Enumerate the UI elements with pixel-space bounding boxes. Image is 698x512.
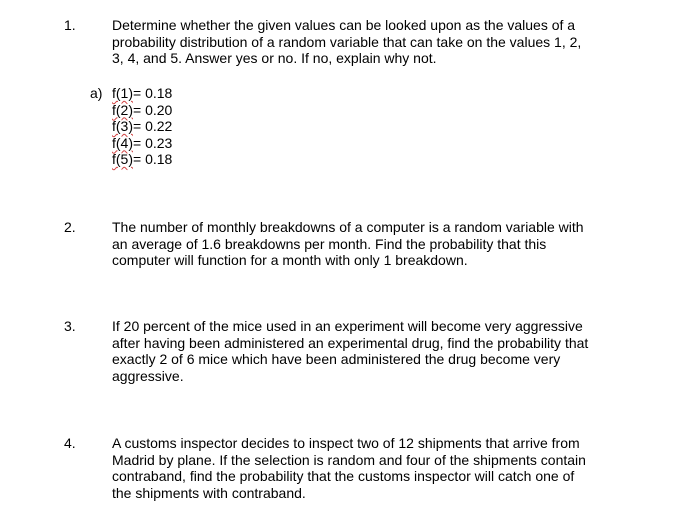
question-line: A customs inspector decides to inspect two of 12 shipments that arrive from [112,435,580,451]
question-line: an average of 1.6 breakdowns per month. Find the probability that this [112,235,547,252]
question-number: 3. [64,318,76,334]
probability-values-list [112,85,172,168]
probability-value-item [112,135,172,152]
value-text: = 0.22 [133,118,173,134]
value-text: = 0.20 [133,101,173,118]
probability-value-item [112,118,172,135]
question-line: aggressive. [112,367,184,384]
function-notation: f(2) [112,101,133,118]
question-line: Determine whether the given values can be looked upon as the values of a [112,17,576,33]
probability-value-item [112,102,172,119]
question-line: The number of monthly breakdowns of a computer is a random variable with [112,219,584,235]
question-line: after having been administered an experimental drug, find the probability that [112,334,589,351]
question-text [112,318,612,384]
probability-value-item [112,85,172,102]
subpart-label: a) [90,85,103,101]
value-text: = 0.23 [133,134,173,151]
question-text [112,435,612,501]
question-text [112,17,612,67]
question-line: computer will function for a month with only 1 breakdown. [112,252,468,268]
function-notation: f(3) [112,118,133,134]
value-text: = 0.18 [133,151,173,167]
question-line: the shipments with contraband. [112,484,306,501]
question-number: 2. [64,219,76,235]
probability-value-item [112,151,172,168]
question-text [112,219,612,269]
question-line: probability distribution of a random variable that can take on the values 1, 2, [112,33,582,50]
question-line: If 20 percent of the mice used in an experiment will become very aggressive [112,318,583,334]
question-line: Madrid by plane. If the selection is random and four of the shipments contain [112,451,586,468]
function-notation: f(4) [112,134,133,151]
question-line: contraband, find the probability that the customs inspector will catch one of [112,468,575,484]
question-line: exactly 2 of 6 mice which have been administered the drug become very [112,351,561,367]
question-line: 3, 4, and 5. Answer yes or no. If no, explain why not. [112,50,437,66]
function-notation: f(1) [112,85,133,101]
question-number: 4. [64,435,76,451]
value-text: = 0.18 [133,85,173,101]
question-number: 1. [64,17,76,33]
function-notation: f(5) [112,151,133,167]
